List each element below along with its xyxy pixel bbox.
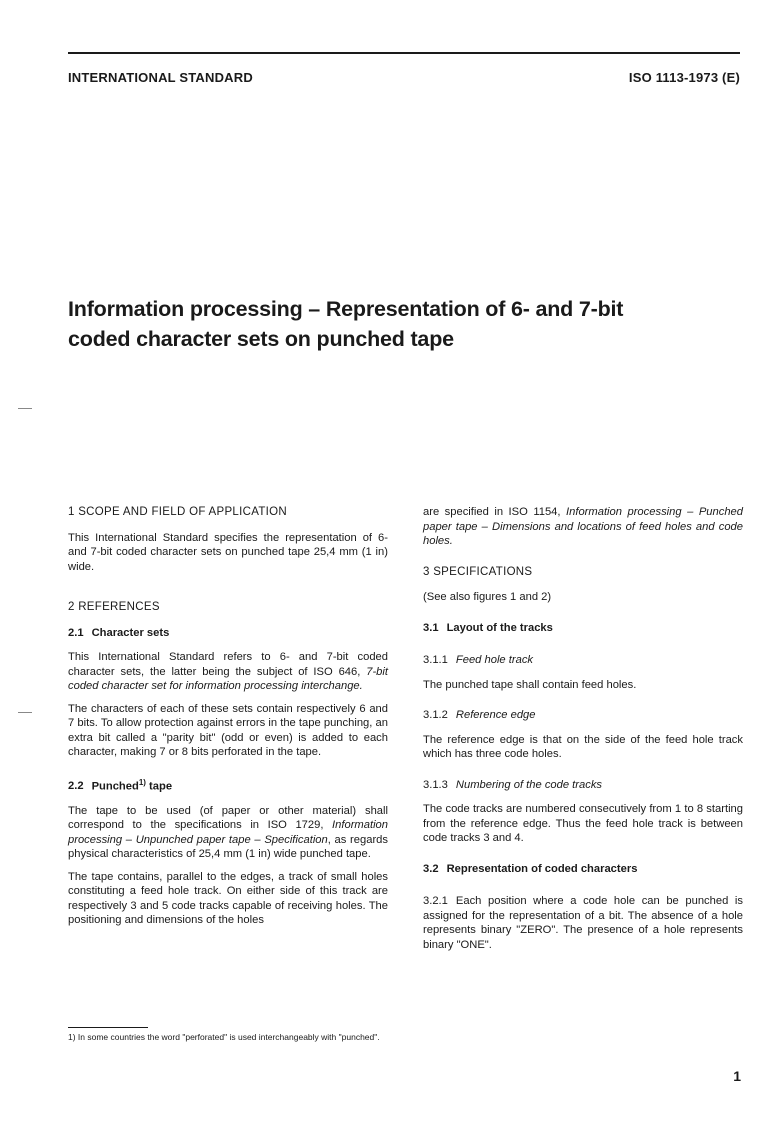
section-3-2-1-paragraph — [423, 894, 743, 952]
document-title — [68, 294, 728, 354]
text: Each position where a code hole can be punched is assigned for the representation of a bit. The absence of a hole represents binary "ZERO". The presence of a hole represents binary "ONE". — [423, 895, 743, 951]
italic-title: Information processing – Unpunched paper tape – Specification — [68, 819, 388, 846]
section-number: 3.1 — [423, 621, 439, 634]
section-number: 3.2 — [423, 862, 439, 875]
text: , as regards physical characteristics of 25,4 mm (1 in) wide punched tape. — [68, 833, 388, 861]
section-3-1-2-heading — [423, 708, 743, 723]
section-2-1-paragraph-1 — [68, 650, 388, 694]
right-column — [423, 505, 743, 960]
section-title: Representation of coded characters — [446, 862, 638, 875]
margin-mark — [18, 408, 32, 409]
section-title: Reference edge — [455, 709, 536, 721]
footnote: 1) In some countries the word "perforated" is used interchangeably with "punched". — [68, 1032, 380, 1042]
footnote-rule — [68, 1027, 148, 1028]
section-number: 2.1 — [68, 626, 84, 639]
section-title: Punched — [91, 780, 139, 793]
document-type: INTERNATIONAL STANDARD — [68, 70, 253, 85]
section-title-end: tape — [145, 780, 173, 793]
section-3-2-heading — [423, 862, 743, 877]
section-1-paragraph: This International Standard specifies the representation of 6- and 7-bit coded character sets on punched tape 25,4 mm (1 in) wide. — [68, 531, 388, 573]
title-line-1: Information processing – Representation of 6- and 7-bit — [68, 297, 624, 321]
text: This International Standard refers to 6- and 7-bit coded character sets, the latter being the subject of ISO 646, — [68, 651, 388, 678]
italic-title: 7-bit coded character set for information processing interchange. — [68, 665, 388, 692]
margin-mark — [18, 712, 32, 713]
section-2-2-paragraph-1 — [68, 804, 388, 862]
left-column — [68, 505, 388, 936]
section-1-heading: 1 SCOPE AND FIELD OF APPLICATION — [68, 506, 287, 518]
section-3-note: (See also figures 1 and 2) — [423, 591, 552, 603]
section-3-1-2-paragraph: The reference edge is that on the side of the feed hole track which has three code holes. — [423, 733, 743, 760]
section-3-1-3-paragraph: The code tracks are numbered consecutively from 1 to 8 starting from the reference edge. Thus the feed hole track is between code tracks 3 and 4. — [423, 803, 743, 844]
section-number: 3.1.2 — [423, 709, 448, 721]
title-line-2: coded character sets on punched tape — [68, 327, 454, 351]
section-2-1-heading — [68, 626, 388, 641]
section-number: 3.1.1 — [423, 654, 448, 666]
italic-title: Information processing – Punched paper tape – Dimensions and locations of feed holes and code holes. — [423, 506, 743, 547]
header-rule — [68, 52, 740, 54]
section-number: 3.1.3 — [423, 778, 448, 791]
section-2-2-heading — [68, 776, 388, 794]
section-3-1-heading — [423, 621, 743, 636]
section-number: 3.2.1 — [423, 895, 448, 907]
section-title: Character sets — [91, 626, 170, 639]
continued-paragraph — [423, 505, 743, 549]
section-3-heading: 3 SPECIFICATIONS — [423, 565, 533, 578]
section-2-1-paragraph-2: The characters of each of these sets contain respectively 6 and 7 bits. To allow protection against errors in the tape punching, an extra bit called a "parity bit" (odd or even) is added to each character, making 7 or 8 bits perforated in the tape. — [68, 702, 388, 758]
section-title: Numbering of the code tracks — [455, 778, 603, 791]
section-number: 2.2 — [68, 780, 84, 793]
text: are specified in ISO 1154, — [423, 506, 567, 518]
section-title: Layout of the tracks — [446, 621, 553, 634]
footnote-ref: 1) — [138, 777, 146, 787]
standard-number: ISO 1113-1973 (E) — [628, 70, 740, 85]
text: The tape to be used (of paper or other material) shall correspond to the specifications in ISO 1729, — [68, 804, 388, 832]
section-title: Feed hole track — [455, 654, 534, 666]
section-3-1-3-heading — [423, 778, 743, 793]
section-2-heading: 2 REFERENCES — [68, 601, 160, 613]
page-number: 1 — [733, 1068, 741, 1084]
section-3-1-1-heading — [423, 653, 743, 668]
section-2-2-paragraph-2: The tape contains, parallel to the edges, a track of small holes constituting a feed hole track. On either side of this track are respectively 3 and 5 code tracks capable of receiving holes. The positioning and dimensions of the holes — [68, 870, 388, 927]
section-3-1-1-paragraph: The punched tape shall contain feed holes. — [423, 678, 637, 691]
